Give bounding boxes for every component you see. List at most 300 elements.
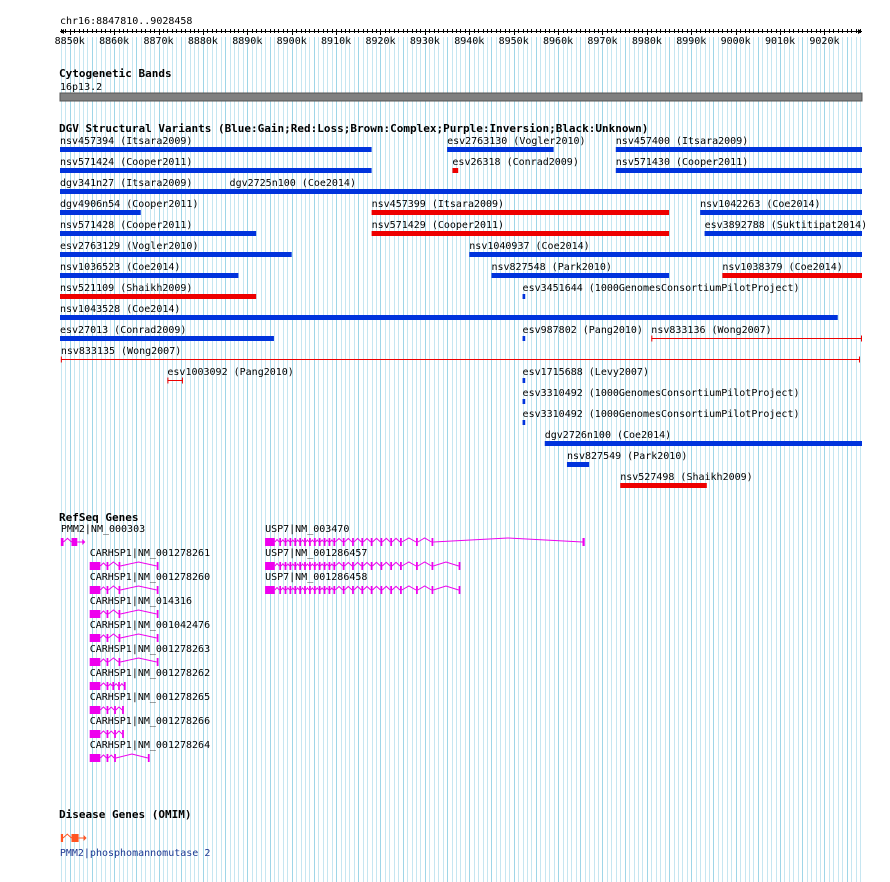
intron-line: [108, 586, 118, 590]
exon-block: [119, 634, 121, 642]
exon-block: [304, 562, 306, 570]
dgv-variant[interactable]: [700, 199, 862, 215]
omim-track-title: Disease Genes (OMIM): [59, 808, 192, 821]
refseq-gene[interactable]: [90, 740, 210, 762]
intron-line: [382, 562, 390, 566]
exon-block: [390, 586, 392, 594]
intron-line: [392, 538, 400, 542]
intron-line: [354, 562, 362, 566]
dgv-variant[interactable]: [60, 325, 274, 341]
dgv-variant-bar: [452, 168, 458, 173]
exon-block: [299, 538, 301, 546]
dgv-variant-bar: [705, 231, 862, 236]
refseq-gene[interactable]: [90, 620, 210, 642]
exon-block: [416, 562, 418, 570]
dgv-variant-label: esv3310492 (1000GenomesConsortiumPilotProject): [522, 388, 800, 399]
refseq-gene[interactable]: [265, 548, 460, 570]
dgv-variant[interactable]: [616, 157, 862, 173]
intron-line: [108, 610, 118, 614]
exon-block: [157, 658, 159, 666]
intron-line: [311, 540, 314, 542]
exon-block: [329, 538, 331, 546]
exon-block: [90, 730, 101, 738]
ruler-tick-label: 9000k: [720, 36, 751, 47]
exon-block: [416, 538, 418, 546]
exon-block: [294, 538, 296, 546]
intron-line: [116, 754, 148, 758]
exon-block: [329, 586, 331, 594]
dgv-variant[interactable]: [452, 157, 578, 173]
dgv-variant-label: esv26318 (Conrad2009): [452, 157, 579, 168]
exon-block: [416, 586, 418, 594]
intron-line: [120, 658, 156, 662]
intron-line: [330, 540, 333, 542]
exon-block: [289, 586, 291, 594]
exon-block: [90, 658, 101, 666]
exon-block: [157, 586, 159, 594]
exon-block: [71, 834, 78, 842]
exon-block: [380, 538, 382, 546]
omim-disease-genes-track[interactable]: [59, 808, 210, 859]
dgv-variant-label: nsv457400 (Itsara2009): [615, 136, 749, 147]
cytobands-track-title: Cytogenetic Bands: [59, 67, 172, 80]
exon-block: [304, 586, 306, 594]
dgv-variant[interactable]: [523, 388, 800, 404]
dgv-variant-bar: [60, 336, 274, 341]
refseq-gene[interactable]: [265, 572, 460, 594]
intron-line: [108, 755, 114, 758]
intron-line: [433, 562, 458, 566]
cytoband-bar[interactable]: [60, 93, 862, 101]
exon-block: [343, 538, 345, 546]
exon-block: [119, 610, 121, 618]
refseq-gene-label: CARHSP1|NM_014316: [89, 596, 193, 607]
dgv-variant-bar: [616, 168, 862, 173]
ruler-tick-label: 8890k: [232, 36, 263, 47]
exon-block: [157, 610, 159, 618]
exon-block: [265, 562, 275, 570]
refseq-gene-label: PMM2|NM_000303: [60, 524, 146, 535]
dgv-variant-bar: [620, 483, 707, 488]
intron-line: [116, 707, 122, 710]
dgv-variant[interactable]: [60, 220, 256, 236]
exon-block: [352, 586, 354, 594]
intron-line: [120, 586, 156, 590]
dgv-variant-bar: [545, 441, 862, 446]
dgv-variant-bar: [523, 399, 526, 404]
intron-line: [281, 540, 285, 542]
intron-line: [354, 586, 362, 590]
exon-block: [309, 562, 311, 570]
dgv-variant-bar: [60, 273, 238, 278]
dgv-variant-label: esv1715688 (Levy2007): [522, 367, 649, 378]
exon-block: [380, 586, 382, 594]
exon-block: [319, 538, 321, 546]
exon-block: [400, 562, 402, 570]
intron-line: [108, 658, 118, 662]
exon-block: [107, 586, 109, 594]
dgv-variant[interactable]: [620, 472, 752, 488]
intron-line: [306, 564, 309, 566]
refseq-gene-label: CARHSP1|NM_001278261: [89, 548, 211, 559]
dgv-variant-bar: [523, 420, 526, 425]
exon-block: [157, 562, 159, 570]
dgv-variant-label: dgv2725n100 (Coe2014): [229, 178, 356, 189]
dgv-variant-label: esv2763130 (Vogler2010): [447, 136, 586, 147]
intron-line: [108, 731, 114, 734]
refseq-gene-label: USP7|NM_001286458: [265, 572, 368, 583]
exon-block: [333, 562, 335, 570]
exon-block: [324, 538, 326, 546]
exon-block: [361, 562, 363, 570]
dgv-variant-bar: [60, 315, 838, 320]
dgv-variant[interactable]: [60, 283, 256, 299]
exon-block: [90, 610, 101, 618]
dgv-variant-label: nsv1038379 (Coe2014): [722, 262, 843, 273]
dgv-variant-label: esv2763129 (Vogler2010): [60, 241, 199, 252]
exon-block: [114, 706, 116, 714]
dgv-variant-label: nsv833135 (Wong2007): [60, 346, 182, 357]
dgv-variant[interactable]: [372, 199, 669, 215]
refseq-gene[interactable]: [90, 716, 210, 738]
exon-block: [279, 586, 281, 594]
exon-block: [124, 682, 126, 690]
intron-line: [286, 564, 289, 566]
dgv-variant[interactable]: [60, 157, 372, 173]
omim-gene[interactable]: [60, 834, 211, 859]
ruler-tick-label: 8940k: [454, 36, 485, 47]
ruler-tick-label: 8970k: [587, 36, 618, 47]
intron-line: [306, 588, 309, 590]
dgv-variant[interactable]: [616, 136, 862, 152]
intron-line: [392, 586, 400, 590]
exon-block: [309, 586, 311, 594]
exon-block: [107, 658, 109, 666]
dgv-variant[interactable]: [523, 409, 800, 425]
intron-line: [363, 538, 371, 542]
exon-block: [314, 538, 316, 546]
dgv-variant-label: nsv571429 (Cooper2011): [371, 220, 505, 231]
exon-block: [279, 562, 281, 570]
exon-block: [371, 562, 373, 570]
dgv-variant-label: nsv827549 (Park2010): [566, 451, 688, 462]
dgv-variant-bar: [523, 336, 526, 341]
exon-block: [343, 562, 345, 570]
intron-line: [286, 540, 289, 542]
exon-block: [289, 562, 291, 570]
ruler-tick-label: 9020k: [809, 36, 840, 47]
dgv-variant[interactable]: [447, 136, 585, 152]
dgv-structural-variants-track[interactable]: [59, 122, 867, 488]
dgv-variant-bar: [230, 189, 862, 194]
exon-block: [90, 586, 101, 594]
dgv-variant-label: nsv1040937 (Coe2014): [469, 241, 590, 252]
exon-block: [299, 586, 301, 594]
ruler-tick-label: 8930k: [409, 36, 440, 47]
dgv-variant[interactable]: [523, 283, 800, 299]
intron-line: [306, 540, 309, 542]
refseq-gene[interactable]: [90, 572, 210, 594]
intron-line: [281, 588, 285, 590]
dgv-variant-bar: [722, 273, 862, 278]
exon-block: [265, 538, 275, 546]
intron-line: [392, 562, 400, 566]
exon-block: [400, 538, 402, 546]
exon-block: [324, 586, 326, 594]
ruler-tick-label: 8880k: [187, 36, 218, 47]
exon-block: [294, 586, 296, 594]
exon-block: [333, 586, 335, 594]
exon-block: [90, 706, 101, 714]
intron-line: [311, 564, 314, 566]
dgv-variant-bar: [523, 294, 526, 299]
dgv-variant-label: nsv1043528 (Coe2014): [60, 304, 181, 315]
intron-line: [354, 538, 362, 542]
dgv-variant-label: esv3310492 (1000GenomesConsortiumPilotProject): [522, 409, 800, 420]
dgv-variant-bar: [491, 273, 669, 278]
dgv-variant[interactable]: [60, 262, 238, 278]
exon-block: [329, 562, 331, 570]
intron-line: [108, 562, 118, 566]
ruler-tick-label: 9010k: [764, 36, 796, 47]
dgv-variant[interactable]: [372, 220, 669, 236]
exon-block: [361, 586, 363, 594]
exon-block: [90, 562, 101, 570]
dgv-variant-bar: [469, 252, 862, 257]
exon-block: [285, 538, 287, 546]
exon-block: [371, 586, 373, 594]
refseq-gene[interactable]: [90, 692, 210, 714]
intron-line: [120, 634, 156, 638]
exon-block: [107, 682, 109, 690]
exon-block: [285, 562, 287, 570]
exon-block: [157, 634, 159, 642]
intron-line: [108, 707, 114, 710]
dgv-variant[interactable]: [60, 304, 838, 320]
refseq-gene-label: CARHSP1|NM_001278264: [89, 740, 211, 751]
exon-block: [112, 682, 114, 690]
dgv-variant-bar: [60, 231, 256, 236]
exon-block: [352, 538, 354, 546]
exon-block: [114, 730, 116, 738]
intron-line: [382, 538, 390, 542]
intron-line: [363, 586, 371, 590]
refseq-gene-label: USP7|NM_003470: [265, 524, 350, 535]
exon-block: [90, 754, 101, 762]
dgv-variant-label: nsv571430 (Cooper2011): [615, 157, 749, 168]
dgv-variant-label: esv987802 (Pang2010): [522, 325, 643, 336]
exon-block: [432, 538, 434, 546]
dgv-variant-bar: [60, 252, 292, 257]
refseq-gene-label: CARHSP1|NM_001278262: [89, 668, 211, 679]
exon-block: [314, 562, 316, 570]
ruler-tick-label: 8950k: [498, 36, 529, 47]
dgv-variant-bar: [523, 378, 526, 383]
exon-block: [319, 586, 321, 594]
dgv-variant-bar: [60, 168, 372, 173]
refseq-gene-label: CARHSP1|NM_001042476: [89, 620, 211, 631]
intron-line: [108, 634, 118, 638]
exon-block: [118, 682, 120, 690]
exon-block: [279, 538, 281, 546]
exon-block: [304, 538, 306, 546]
exon-block: [371, 538, 373, 546]
exon-block: [459, 586, 461, 594]
exon-block: [289, 538, 291, 546]
exon-block: [107, 730, 109, 738]
dgv-variant-label: nsv571428 (Cooper2011): [60, 220, 193, 231]
dgv-variant-bar: [447, 147, 554, 152]
dgv-variant-label: nsv521109 (Shaikh2009): [60, 283, 193, 294]
dgv-variant-label: nsv527498 (Shaikh2009): [620, 472, 753, 483]
exon-block: [107, 706, 109, 714]
exon-block: [352, 562, 354, 570]
dgv-variant-bar: [700, 210, 862, 215]
dgv-variant-label: nsv571424 (Cooper2011): [60, 157, 193, 168]
dgv-variant-bar: [372, 210, 669, 215]
ruler-tick-label: 8870k: [143, 36, 174, 47]
ruler-tick-label: 8990k: [676, 36, 707, 47]
exon-block: [390, 562, 392, 570]
exon-block: [432, 562, 434, 570]
ruler-tick-label: 8980k: [631, 36, 662, 47]
exon-block: [119, 658, 121, 666]
intron-line: [363, 562, 371, 566]
exon-block: [285, 586, 287, 594]
ruler-tick-label: 8960k: [543, 36, 574, 47]
region-label: chr16:8847810..9028458: [60, 16, 193, 27]
dgv-variant[interactable]: [722, 262, 862, 278]
dgv-variant-label: nsv457399 (Itsara2009): [371, 199, 505, 210]
coordinate-ruler[interactable]: [55, 16, 863, 47]
dgv-variant-label: esv27013 (Conrad2009): [60, 325, 187, 336]
refseq-gene-label: CARHSP1|NM_001278266: [89, 716, 211, 727]
dgv-variant[interactable]: [545, 430, 862, 446]
intron-line: [433, 538, 582, 542]
intron-line: [120, 610, 156, 614]
intron-line: [325, 564, 328, 566]
exon-block: [114, 754, 116, 762]
exon-block: [107, 634, 109, 642]
exon-block: [343, 586, 345, 594]
exon-block: [309, 538, 311, 546]
ruler-tick-label: 8910k: [321, 36, 352, 47]
dgv-variant-label: dgv2726n100 (Coe2014): [544, 430, 672, 441]
dgv-variant[interactable]: [60, 136, 372, 152]
dgv-variant-label: nsv1042263 (Coe2014): [700, 199, 821, 210]
dgv-variant-bar: [616, 147, 862, 152]
refseq-gene[interactable]: [90, 668, 210, 690]
exon-block: [107, 562, 109, 570]
refseq-gene-label: CARHSP1|NM_001278265: [89, 692, 211, 703]
exon-block: [122, 706, 124, 714]
dgv-variant-label: nsv833136 (Wong2007): [651, 325, 772, 336]
dgv-track-title: DGV Structural Variants (Blue:Gain;Red:Loss;Brown:Complex;Purple:Inversion;Black:Unknown): [59, 122, 649, 135]
exon-block: [361, 538, 363, 546]
dgv-variant-bar: [567, 462, 589, 467]
ruler-tick-label: 8850k: [54, 36, 85, 47]
refseq-gene-label: CARHSP1|NM_001278263: [89, 644, 211, 655]
intron-line: [281, 564, 285, 566]
refseq-track-title: RefSeq Genes: [59, 511, 139, 524]
dgv-variant-label: nsv1036523 (Coe2014): [60, 262, 181, 273]
dgv-variant-label: dgv341n27 (Itsara2009): [60, 178, 193, 189]
exon-block: [107, 610, 109, 618]
dgv-variant-bar: [60, 210, 141, 215]
intron-line: [286, 588, 289, 590]
exon-block: [119, 562, 121, 570]
exon-block: [294, 562, 296, 570]
strand-arrowhead-icon: [84, 835, 87, 841]
refseq-gene-label: USP7|NM_001286457: [265, 548, 368, 559]
intron-line: [311, 588, 314, 590]
dgv-variant-label: nsv827548 (Park2010): [491, 262, 612, 273]
exon-block: [90, 634, 101, 642]
dgv-variant-bar: [60, 147, 372, 152]
exon-block: [400, 586, 402, 594]
dgv-variant[interactable]: [60, 199, 198, 215]
ruler-tick-label: 8920k: [365, 36, 396, 47]
exon-block: [314, 586, 316, 594]
dgv-variant-label: esv3451644 (1000GenomesConsortiumPilotProject): [522, 283, 800, 294]
exon-block: [122, 730, 124, 738]
exon-block: [324, 562, 326, 570]
dgv-variant[interactable]: [651, 325, 862, 342]
dgv-variant-label: nsv457394 (Itsara2009): [60, 136, 193, 147]
exon-block: [90, 682, 101, 690]
exon-block: [107, 754, 109, 762]
refseq-genes-track[interactable]: [59, 511, 585, 762]
ruler-tick-label: 8900k: [276, 36, 307, 47]
omim-gene-label[interactable]: PMM2|phosphomannomutase 2: [59, 848, 211, 859]
exon-block: [148, 754, 150, 762]
refseq-gene[interactable]: [90, 548, 210, 570]
dgv-variant-label: esv1003092 (Pang2010): [167, 367, 294, 378]
exon-block: [432, 586, 434, 594]
intron-line: [325, 540, 328, 542]
exon-block: [319, 562, 321, 570]
exon-block: [333, 538, 335, 546]
exon-block: [265, 586, 275, 594]
dgv-variant-label: dgv4906n54 (Cooper2011): [60, 199, 199, 210]
intron-line: [382, 586, 390, 590]
intron-line: [330, 564, 333, 566]
intron-line: [120, 562, 156, 566]
dgv-variant[interactable]: [705, 220, 868, 236]
exon-block: [459, 562, 461, 570]
exon-block: [582, 538, 584, 546]
intron-line: [116, 731, 122, 734]
exon-block: [380, 562, 382, 570]
refseq-gene[interactable]: [90, 644, 210, 666]
exon-block: [390, 538, 392, 546]
dgv-variant-label: esv3892788 (Suktitipat2014): [704, 220, 868, 231]
cytoband-label: 16p13.2: [60, 82, 103, 93]
intron-line: [325, 588, 328, 590]
intron-line: [433, 586, 458, 590]
exon-block: [299, 562, 301, 570]
ruler-tick-label: 8860k: [99, 36, 130, 47]
dgv-variant[interactable]: [60, 241, 292, 257]
exon-block: [119, 586, 121, 594]
dgv-variant-bar: [372, 231, 669, 236]
intron-line: [330, 588, 333, 590]
exon-block: [61, 538, 64, 546]
exon-block: [61, 834, 63, 842]
dgv-variant-bar: [60, 294, 256, 299]
exon-block: [71, 538, 77, 546]
refseq-gene-label: CARHSP1|NM_001278260: [89, 572, 211, 583]
